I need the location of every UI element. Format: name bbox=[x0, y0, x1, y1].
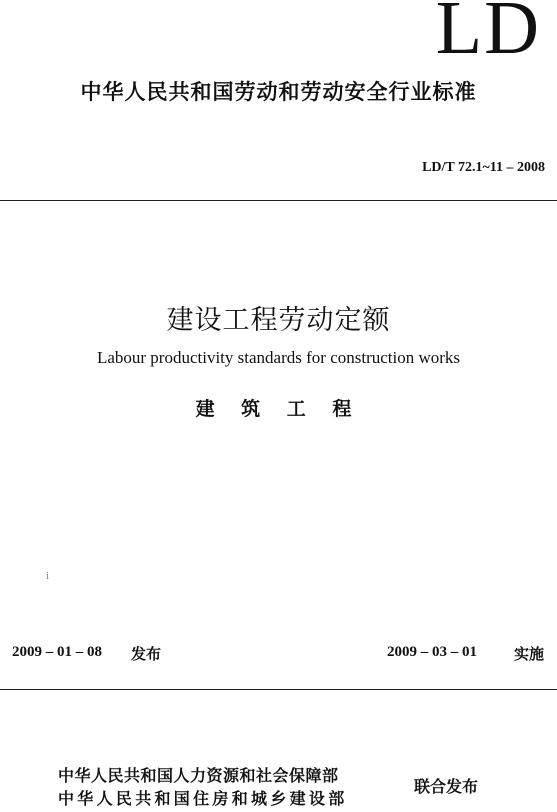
issuer-department-2: 中华人民共和国住房和城乡建设部 bbox=[58, 789, 348, 808]
document-title-english: Labour productivity standards for construction works bbox=[96, 348, 461, 367]
document-subtitle: 建 筑 工 程 bbox=[195, 398, 362, 420]
implementation-date: 2009 – 03 – 01 bbox=[387, 644, 477, 660]
document-title-chinese: 建设工程劳动定额 bbox=[166, 305, 391, 336]
issue-date: 2009 – 01 – 08 bbox=[12, 644, 102, 660]
joint-issue-label: 联合发布 bbox=[414, 777, 479, 796]
stray-mark: i bbox=[46, 570, 50, 582]
implementation-label: 实施 bbox=[514, 645, 545, 663]
top-divider bbox=[0, 200, 557, 201]
standard-type-heading: 中华人民共和国劳动和劳动安全行业标准 bbox=[80, 80, 477, 104]
issue-label: 发布 bbox=[131, 645, 162, 663]
bottom-divider bbox=[0, 689, 557, 690]
standard-number: LD/T 72.1~11 – 2008 bbox=[422, 160, 545, 175]
issuer-department-1: 中华人民共和国人力资源和社会保障部 bbox=[58, 766, 339, 785]
ld-logo: LD bbox=[435, 0, 541, 70]
